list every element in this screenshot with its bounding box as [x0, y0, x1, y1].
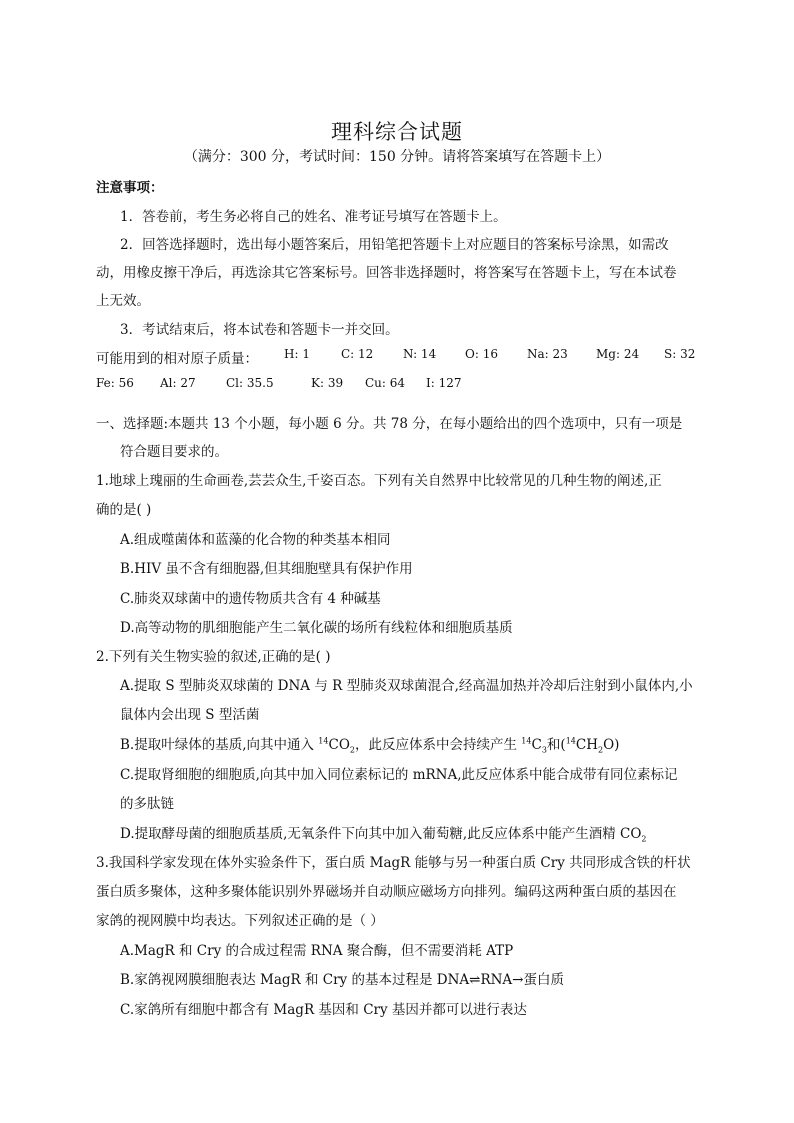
q2-d-text: D.提取酵母菌的细胞质基质,无氧条件下向其中加入葡萄糖,此反应体系中能产生酒精 CO: [120, 826, 642, 842]
atomic-mass-fe: Fe: 56: [96, 376, 134, 390]
notice-item-3: 3．考试结束后，将本试卷和答题卡一并交回。: [120, 322, 399, 338]
exam-subtitle: （满分：300 分，考试时间：150 分钟。请将答案填写在答题卡上）: [183, 149, 611, 165]
q3-option-c: C.家鸽所有细胞中都含有 MagR 基因和 Cry 基因并都可以进行表达: [120, 1002, 527, 1018]
q2-stem: 2.下列有关生物实验的叙述,正确的是( ): [96, 649, 331, 665]
q2-b-text-1: B.提取叶绿体的基质,向其中通入: [120, 737, 319, 753]
q2-b-sup-3: 14: [565, 736, 576, 746]
atomic-mass-mg: Mg: 24: [596, 347, 640, 361]
section-1-heading-line-2: 符合题目要求的。: [120, 444, 228, 460]
atomic-mass-row-1: [96, 347, 716, 365]
atomic-mass-al: Al: 27: [160, 376, 196, 390]
q1-stem-line-1: 1.地球上瑰丽的生命画卷,芸芸众生,千姿百态。下列有关自然界中比较常见的几种生物的阐述,正: [96, 473, 662, 489]
q1-option-d: D.高等动物的肌细胞能产生二氧化碳的场所有线粒体和细胞质基质: [120, 620, 513, 636]
q2-d-sub: 2: [641, 834, 647, 844]
notice-item-2-line-2: 动，用橡皮擦干净后，再选涂其它答案标号。回答非选择题时，将答案写在答题卡上，写在本试卷: [96, 265, 677, 281]
q3-stem-line-2: 蛋白质多聚体，这种多聚体能识别外界磁场并自动顺应磁场方向排列。编码这两种蛋白质的基因在: [96, 884, 677, 900]
q2-option-a-line-1: A.提取 S 型肺炎双球菌的 DNA 与 R 型肺炎双球菌混合,经高温加热并冷却后注射到小鼠体内,小: [120, 678, 693, 694]
q2-b-sup-2: 14: [521, 736, 532, 746]
q1-stem-line-2: 确的是( ): [96, 502, 152, 518]
atomic-mass-o: O: 16: [465, 347, 498, 361]
q3-stem-line-1: 3.我国科学家发现在体外实验条件下，蛋白质 MagR 能够与另一种蛋白质 Cry 共同形成含铁的杆状: [96, 855, 691, 871]
atomic-mass-row-2: [96, 376, 516, 394]
q2-b-text-6: CH: [575, 737, 598, 753]
q2-option-b: [120, 733, 619, 755]
q3-option-b: B.家鸽视网膜细胞表达 MagR 和 Cry 的基本过程是 DNA⇌RNA→蛋白质: [120, 972, 564, 988]
q2-option-a-line-2: 鼠体内会出现 S 型活菌: [120, 707, 260, 723]
notice-item-2-line-1: 2．回答选择题时，选出每小题答案后，用铅笔把答题卡上对应题目的答案标号涂黑，如需改: [120, 237, 669, 253]
notice-item-2-line-3: 上无效。: [96, 293, 150, 309]
q2-b-text-5: 和(: [546, 737, 566, 753]
q3-option-a: A.MagR 和 Cry 的合成过程需 RNA 聚合酶，但不需要消耗 ATP: [120, 943, 514, 959]
atomic-mass-cu: Cu: 64: [365, 376, 406, 390]
q2-b-text-7: O): [603, 737, 620, 753]
q2-option-c-line-2: 的多肽链: [120, 796, 174, 812]
exam-title: 理科综合试题: [331, 120, 463, 144]
atomic-mass-s: S: 32: [664, 347, 696, 361]
q2-b-text-3: ，此反应体系中会持续产生: [354, 737, 522, 753]
section-1-heading-line-1: 一、选择题:本题共 13 个小题，每小题 6 分。共 78 分，在每小题给出的四个选项中，只有一项是: [96, 416, 683, 432]
atomic-mass-cl: Cl: 35.5: [226, 376, 274, 390]
q1-option-c: C.肺炎双球菌中的遗传物质共含有 4 种碱基: [120, 591, 381, 607]
atomic-mass-i: I: 127: [426, 376, 462, 390]
q2-b-sup-1: 14: [318, 736, 329, 746]
q2-option-c-line-1: C.提取肾细胞的细胞质,向其中加入同位素标记的 mRNA,此反应体系中能合成带有同位素标记: [120, 767, 678, 783]
q1-option-b: B.HIV 虽不含有细胞器,但其细胞壁具有保护作用: [120, 561, 413, 577]
q2-b-sub-2: 3: [541, 745, 547, 755]
atomic-mass-na: Na: 23: [527, 347, 568, 361]
atomic-mass-c: C: 12: [341, 347, 374, 361]
q2-b-text-4: C: [531, 737, 542, 753]
q2-b-text-2: CO: [328, 737, 350, 753]
atomic-mass-n: N: 14: [403, 347, 437, 361]
q2-b-sub-3: 2: [597, 745, 604, 755]
atomic-mass-label: 可能用到的相对原子质量：: [96, 351, 258, 367]
q1-option-a: A.组成噬菌体和蓝藻的化合物的种类基本相同: [120, 532, 391, 548]
q2-b-sub-1: 2: [349, 745, 355, 755]
q2-option-d: [120, 822, 647, 844]
atomic-mass-h: H: 1: [284, 347, 310, 361]
notice-item-1: 1．答卷前，考生务必将自己的姓名、准考证号填写在答题卡上。: [120, 209, 507, 225]
notice-heading: 注意事项：: [96, 180, 164, 196]
atomic-mass-k: K: 39: [311, 376, 344, 390]
q3-stem-line-3: 家鸽的视网膜中均表达。下列叙述正确的是（ ）: [96, 913, 384, 929]
